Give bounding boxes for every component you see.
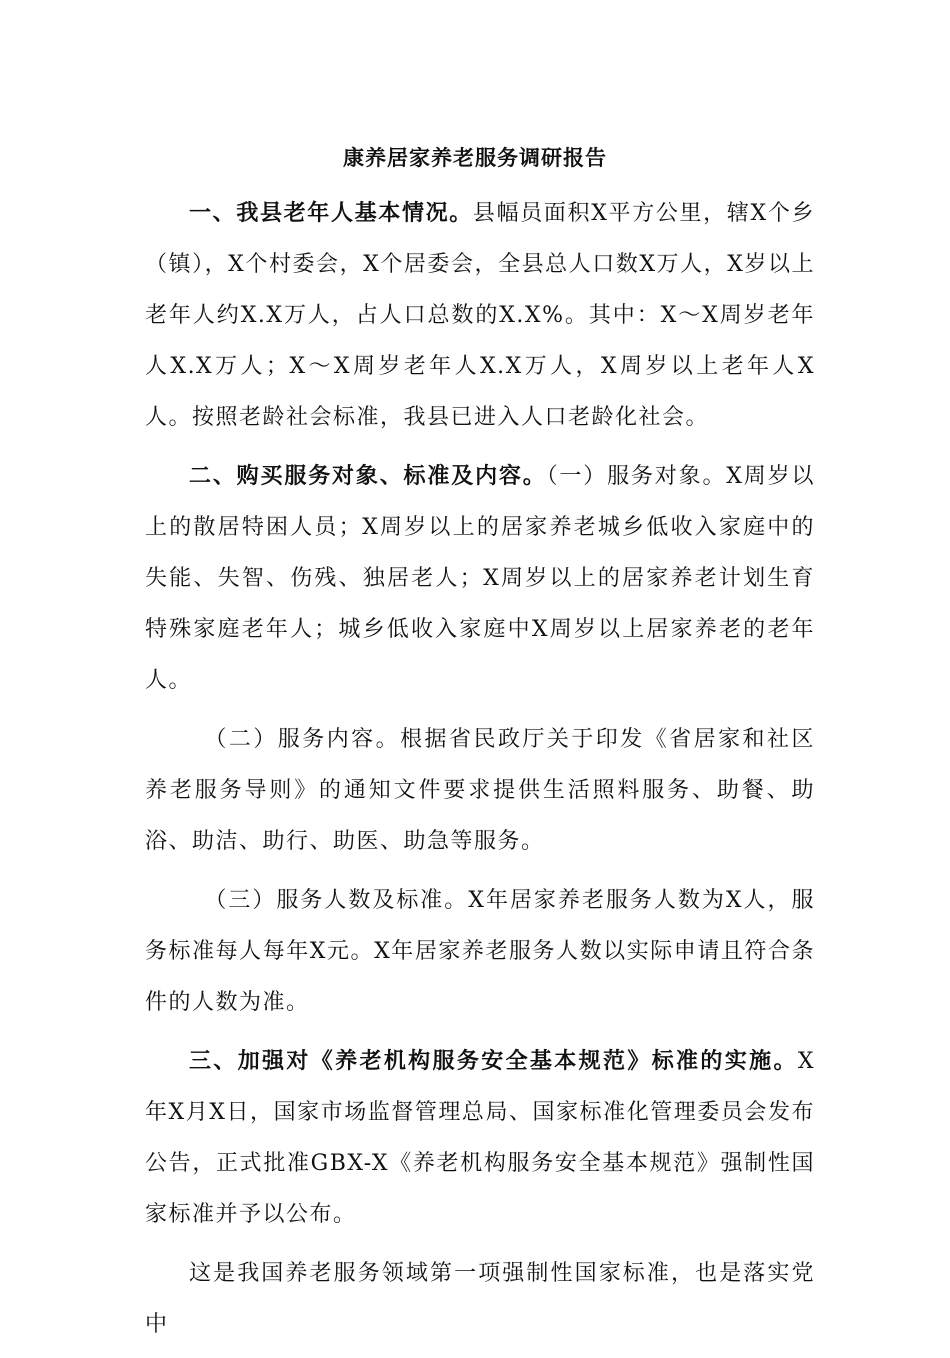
document-title: 康养居家养老服务调研报告	[343, 145, 607, 170]
paragraph-2	[145, 451, 815, 706]
paragraph-4-text: （三）服务人数及标准。X年居家养老服务人数为X人，服务标准每人每年X元。X年居家养老服务人数以实际申请且符合条件的人数为准。	[145, 888, 815, 1015]
paragraph-2-text: （一）服务对象。X周岁以上的散居特困人员；X周岁以上的居家养老城乡低收入家庭中的失能、失智、伤残、独居老人；X周岁以上的居家养老计划生育特殊家庭老年人；城乡低收入家庭中X周岁以上居家养老的老年人。	[145, 464, 815, 693]
paragraph-1-text: 县幅员面积X平方公里，辖X个乡（镇），X个村委会，X个居委会，全县总人口数X万人，X岁以上老年人约X.X万人，占人口总数的X.X%。其中：X～X周岁老年人X.X万人；X～X周岁老年人X.X万人，X周岁以上老年人X人。按照老龄社会标准，我县已进入人口老龄化社会。	[145, 201, 815, 430]
section-heading-3: 三、加强对《养老机构服务安全基本规范》标准的实施。	[189, 1048, 798, 1074]
section-heading-1: 一、我县老年人基本情况。	[189, 200, 473, 226]
paragraph-1	[145, 188, 815, 443]
paragraph-5-text: X年X月X日，国家市场监督管理总局、国家标准化管理委员会发布公告，正式批准GBX-X《养老机构服务安全基本规范》强制性国家标准并予以公布。	[145, 1049, 815, 1227]
section-heading-2: 二、购买服务对象、标准及内容。	[189, 463, 547, 489]
paragraph-3	[145, 714, 815, 867]
paragraph-6-text: 这是我国养老服务领域第一项强制性国家标准，也是落实党中	[145, 1261, 815, 1337]
paragraph-3-text: （二）服务内容。根据省民政厅关于印发《省居家和社区养老服务导则》的通知文件要求提供生活照料服务、助餐、助浴、助洁、助行、助医、助急等服务。	[145, 727, 815, 854]
paragraph-4	[145, 875, 815, 1028]
document-body	[145, 188, 815, 1358]
paragraph-6	[145, 1248, 815, 1350]
paragraph-5	[145, 1036, 815, 1240]
